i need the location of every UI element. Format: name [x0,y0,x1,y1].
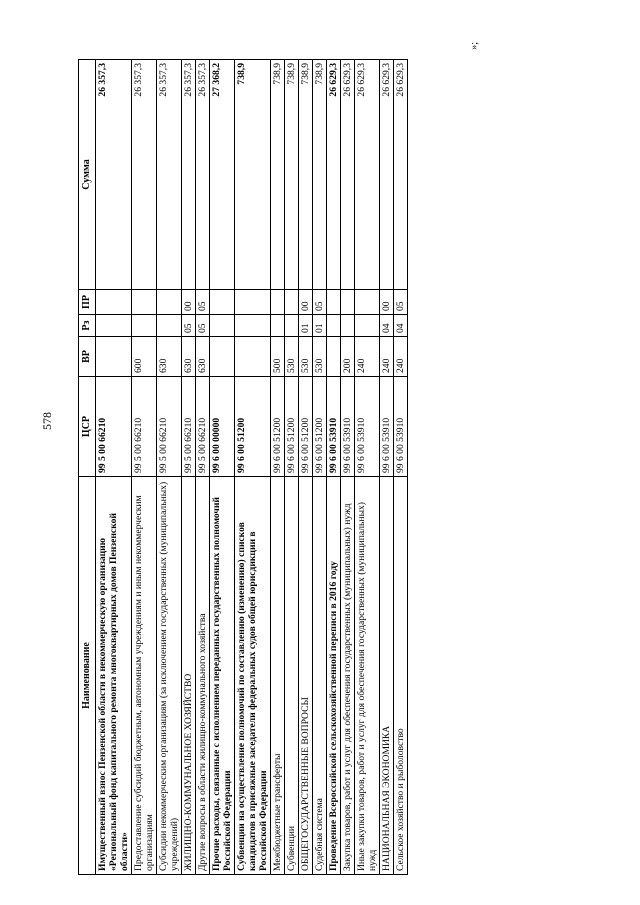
cell-sum: 26 357,3 [195,60,209,290]
cell-rz: 04 [394,315,408,337]
cell-rz [270,315,284,337]
cell-sum: 27 368,2 [209,60,234,290]
header-sum: Сумма [79,60,96,290]
table-row [355,60,380,875]
table-row [380,60,394,875]
cell-csr: 99 5 00 66210 [131,377,156,477]
cell-sum: 26 357,3 [95,60,131,290]
cell-csr: 99 5 00 66210 [195,377,209,477]
cell-name: Другие вопросы в области жилищно-коммунального хозяйства [195,477,209,875]
cell-pr: 00 [181,290,195,315]
cell-vr: 530 [299,337,313,377]
cell-csr: 99 5 00 66210 [95,377,131,477]
cell-vr [327,337,341,377]
cell-sum: 26 629,3 [355,60,380,290]
cell-vr: 240 [394,337,408,377]
cell-rz: 04 [380,315,394,337]
cell-csr: 99 6 00 53910 [380,377,394,477]
cell-pr: 00 [380,290,394,315]
table-row [234,60,270,875]
cell-name: Субвенции на осуществление полномочий по составлению (изменению) списков кандидатов в присяжные заседатели федеральных судов общей юрисдикции в Российской Федерации [234,477,270,875]
cell-pr [355,290,380,315]
table-row [156,60,181,875]
table-row [341,60,355,875]
cell-sum: 26 357,3 [131,60,156,290]
cell-rz [95,315,131,337]
header-vr: ВР [79,337,96,377]
table-row [327,60,341,875]
cell-vr: 630 [181,337,195,377]
cell-sum: 738,9 [313,60,327,290]
cell-pr [209,290,234,315]
table-body [95,60,408,875]
table-row [299,60,313,875]
cell-rz [284,315,298,337]
cell-pr [270,290,284,315]
budget-table [78,59,408,875]
cell-rz [341,315,355,337]
cell-pr: 05 [313,290,327,315]
header-csr: ЦСР [79,377,96,477]
cell-csr: 99 6 00 51200 [313,377,327,477]
cell-sum: 26 629,3 [380,60,394,290]
cell-pr: 05 [195,290,209,315]
cell-pr: 00 [299,290,313,315]
cell-vr [209,337,234,377]
cell-name: Иные закупки товаров, работ и услуг для обеспечения государственных (муниципальных) нужд [355,477,380,875]
cell-name: Закупка товаров, работ и услуг для обеспечения государственных (муниципальных) нужд [341,477,355,875]
header-pr: ПР [79,290,96,315]
cell-name: Прочие расходы, связанные с исполнением переданных государственных полномочий Российской Федерации [209,477,234,875]
cell-rz [355,315,380,337]
cell-rz [131,315,156,337]
cell-csr: 99 6 00 51200 [284,377,298,477]
table-row [131,60,156,875]
cell-vr: 630 [156,337,181,377]
table-row [195,60,209,875]
cell-vr: 600 [131,337,156,377]
cell-csr: 99 5 00 66210 [181,377,195,477]
cell-vr: 240 [355,337,380,377]
cell-pr [284,290,298,315]
cell-vr: 500 [270,337,284,377]
cell-name: Имущественный взнос Пензенской области в некоммерческую организацию «Региональный фонд капитального ремонта многоквартирных домов Пензенской области» [95,477,131,875]
header-name: Наименование [79,477,96,875]
cell-csr: 99 6 00 53910 [327,377,341,477]
cell-sum: 26 629,3 [327,60,341,290]
cell-name: НАЦИОНАЛЬНАЯ ЭКОНОМИКА [380,477,394,875]
cell-rz [327,315,341,337]
cell-vr: 530 [284,337,298,377]
cell-sum: 738,9 [284,60,298,290]
table-row [209,60,234,875]
cell-pr [131,290,156,315]
cell-name: Сельское хозяйство и рыболовство [394,477,408,875]
cell-name: ЖИЛИЩНО-КОММУНАЛЬНОЕ ХОЗЯЙСТВО [181,477,195,875]
cell-rz: 01 [313,315,327,337]
cell-name: Предоставление субсидий бюджетным, автономным учреждениям и иным некоммерческим организациям [131,477,156,875]
cell-sum: 738,9 [299,60,313,290]
table-row [270,60,284,875]
page-number: 578 [40,412,54,430]
budget-table-sheet [78,42,480,875]
cell-csr: 99 6 00 00000 [209,377,234,477]
cell-sum: 26 357,3 [156,60,181,290]
table-row [284,60,298,875]
cell-vr: 630 [195,337,209,377]
cell-vr: 530 [313,337,327,377]
cell-rz [156,315,181,337]
cell-csr: 99 6 00 53910 [394,377,408,477]
cell-vr [95,337,131,377]
table-header-row [79,60,96,875]
cell-rz [209,315,234,337]
cell-name: Субсидии некоммерческим организациям (за исключением государственных (муниципальных) учреждений) [156,477,181,875]
table-row [394,60,408,875]
cell-csr: 99 6 00 53910 [341,377,355,477]
cell-sum: 738,9 [270,60,284,290]
cell-name: Субвенции [284,477,298,875]
closing-quote: »; [469,42,480,50]
cell-name: ОБЩЕГОСУДАРСТВЕННЫЕ ВОПРОСЫ [299,477,313,875]
cell-csr: 99 5 00 66210 [156,377,181,477]
cell-csr: 99 6 00 51200 [270,377,284,477]
cell-pr [234,290,270,315]
cell-pr [327,290,341,315]
cell-sum: 738,9 [234,60,270,290]
cell-name: Судебная система [313,477,327,875]
cell-pr [341,290,355,315]
cell-vr: 200 [341,337,355,377]
table-row [313,60,327,875]
cell-rz: 01 [299,315,313,337]
cell-vr [234,337,270,377]
cell-sum: 26 629,3 [341,60,355,290]
cell-sum: 26 357,3 [181,60,195,290]
cell-pr: 05 [394,290,408,315]
header-rz: Рз [79,315,96,337]
table-row [181,60,195,875]
cell-pr [95,290,131,315]
cell-pr [156,290,181,315]
cell-rz: 05 [195,315,209,337]
cell-vr: 240 [380,337,394,377]
table-row [95,60,131,875]
cell-csr: 99 6 00 51200 [299,377,313,477]
cell-name: Проведение Всероссийской сельскохозяйственной переписи в 2016 году [327,477,341,875]
cell-rz [234,315,270,337]
cell-sum: 26 629,3 [394,60,408,290]
cell-csr: 99 6 00 51200 [234,377,270,477]
cell-csr: 99 6 00 53910 [355,377,380,477]
cell-name: Межбюджетные трансферты [270,477,284,875]
cell-rz: 05 [181,315,195,337]
